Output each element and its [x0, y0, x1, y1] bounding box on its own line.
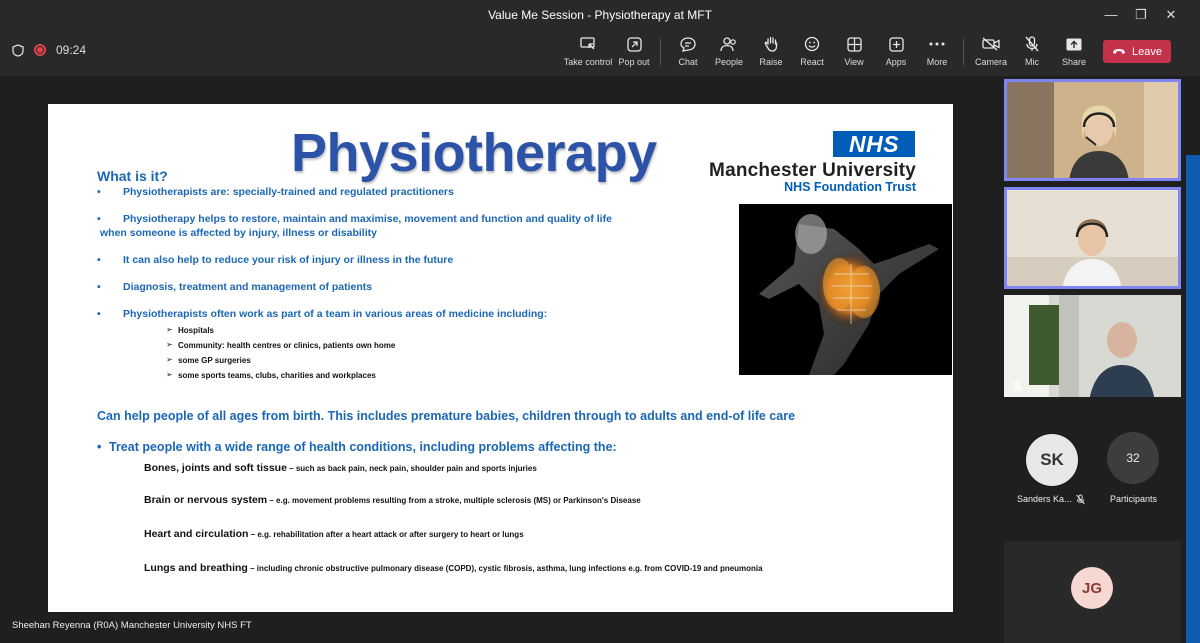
treat-statement: Treat people with a wide range of health conditions, including problems affecting the: — [109, 440, 617, 454]
camera-off-icon — [982, 33, 1000, 55]
people-button[interactable]: People — [704, 33, 754, 73]
point-text: Diagnosis, treatment and management of patients — [123, 281, 373, 293]
condition-item: Heart and circulation – e.g. rehabilitation after a heart attack or after surgery to heart or lungs — [144, 528, 524, 540]
participant-video-feed — [1004, 187, 1181, 289]
more-icon — [929, 33, 945, 55]
more-button[interactable]: More — [912, 33, 962, 73]
share-icon — [1066, 33, 1082, 55]
grid-view-icon — [847, 33, 862, 55]
section-heading: What is it? — [97, 168, 168, 184]
ages-statement: Can help people of all ages from birth. This includes premature babies, children through to adults and end-of life care — [97, 409, 796, 423]
pop-out-icon — [627, 33, 642, 55]
participant-tile[interactable] — [1004, 541, 1181, 643]
point-text: Physiotherapists often work as part of a team in various areas of medicine including: — [123, 308, 548, 320]
mic-button[interactable]: Mic — [1007, 33, 1057, 73]
call-status — [12, 43, 86, 57]
maximize-button[interactable]: ❐ — [1135, 6, 1147, 22]
trust-name: NHS Foundation Trust — [784, 180, 916, 194]
condition-item: Bones, joints and soft tissue – such as back pain, neck pain, shoulder pain and sports injuries — [144, 462, 537, 474]
point-text: when someone is affected by injury, illness or disability — [100, 227, 377, 239]
camera-button[interactable]: Camera — [966, 33, 1016, 73]
view-button[interactable]: View — [829, 33, 879, 73]
toolbar-divider — [660, 39, 661, 65]
shared-content-stage — [0, 76, 1000, 643]
participants-count-button[interactable]: 32 — [1107, 432, 1159, 484]
meeting-toolbar — [0, 29, 1200, 76]
phone-hangup-icon — [1112, 48, 1126, 55]
participant-avatar[interactable]: SK — [1026, 434, 1078, 486]
participant-video-tile[interactable] — [1004, 187, 1181, 289]
participant-avatar: JG — [1071, 567, 1113, 609]
slide-title: Physiotherapy — [291, 123, 657, 183]
participant-video-tile[interactable] — [1004, 79, 1181, 181]
people-icon — [720, 33, 738, 55]
close-window-button[interactable]: ✕ — [1165, 6, 1177, 22]
arrow-bullet: ➢ — [166, 325, 173, 334]
title-bar — [0, 0, 1200, 29]
point-text: Physiotherapy helps to restore, maintain and maximise, movement and function and quality of life — [123, 213, 612, 225]
area-item: some sports teams, clubs, charities and workplaces — [178, 371, 376, 380]
condition-item: Lungs and breathing – including chronic obstructive pulmonary disease (COPD), cystic fibrosis, asthma, lung infections e.g. from COVID-19 and pneumonia — [144, 562, 763, 574]
area-item: Hospitals — [178, 326, 215, 335]
bullet-marker: • — [97, 186, 101, 198]
mic-off-icon — [1025, 33, 1039, 55]
arrow-bullet: ➢ — [166, 340, 173, 349]
bullet-marker: • — [97, 308, 101, 320]
recording-icon — [34, 44, 46, 56]
bullet-marker: • — [97, 281, 101, 293]
leave-button[interactable]: Leave — [1103, 40, 1171, 63]
anatomy-illustration — [739, 204, 952, 375]
arrow-bullet: ➢ — [166, 370, 173, 379]
toolbar-divider — [963, 39, 964, 65]
area-item: some GP surgeries — [178, 356, 251, 365]
condition-item: Brain or nervous system – e.g. movement problems resulting from a stroke, multiple sclerosis (MS) or Parkinson's Disease — [144, 494, 641, 506]
participant-name: Sanders Ka... — [1017, 494, 1072, 504]
window-title: Value Me Session - Physiotherapy at MFT — [488, 7, 712, 22]
add-app-icon — [889, 33, 904, 55]
area-item: Community: health centres or clinics, patients own home — [178, 341, 396, 350]
raise-hand-icon — [764, 33, 779, 55]
share-button[interactable]: Share — [1049, 33, 1099, 73]
chat-icon — [680, 33, 696, 55]
nhs-logo: NHS — [833, 131, 915, 157]
take-control-button[interactable]: Take control — [563, 33, 613, 73]
raise-hand-button[interactable]: Raise — [746, 33, 796, 73]
chat-button[interactable]: Chat — [663, 33, 713, 73]
organisation-name: Manchester University — [709, 160, 916, 181]
call-timer: 09:24 — [56, 43, 87, 57]
smiley-icon — [804, 33, 820, 55]
bullet-marker: • — [97, 213, 101, 225]
muted-mic-icon — [1076, 494, 1085, 505]
bullet-marker: • — [97, 440, 102, 454]
point-text: It can also help to reduce your risk of injury or illness in the future — [123, 254, 454, 266]
participant-video-tile[interactable] — [1004, 295, 1181, 397]
arrow-bullet: ➢ — [166, 355, 173, 364]
presenter-name: Sheehan Reyenna (R0A) Manchester University NHS FT — [12, 620, 252, 631]
muted-mic-icon — [1012, 381, 1024, 393]
point-text: Physiotherapists are: specially-trained and regulated practitioners — [123, 186, 454, 198]
bullet-marker: • — [97, 254, 101, 266]
participant-video-feed — [1004, 79, 1181, 181]
minimize-button[interactable]: — — [1104, 7, 1118, 22]
shared-slide — [48, 104, 953, 612]
background-window-edge — [1186, 155, 1200, 643]
react-button[interactable]: React — [787, 33, 837, 73]
apps-button[interactable]: Apps — [871, 33, 921, 73]
participants-label: Participants — [1110, 494, 1158, 504]
participant-video-feed — [1004, 295, 1181, 397]
take-control-icon — [580, 33, 596, 55]
shield-icon — [12, 44, 24, 57]
participant-panel — [1000, 76, 1200, 643]
pop-out-button[interactable]: Pop out — [609, 33, 659, 73]
